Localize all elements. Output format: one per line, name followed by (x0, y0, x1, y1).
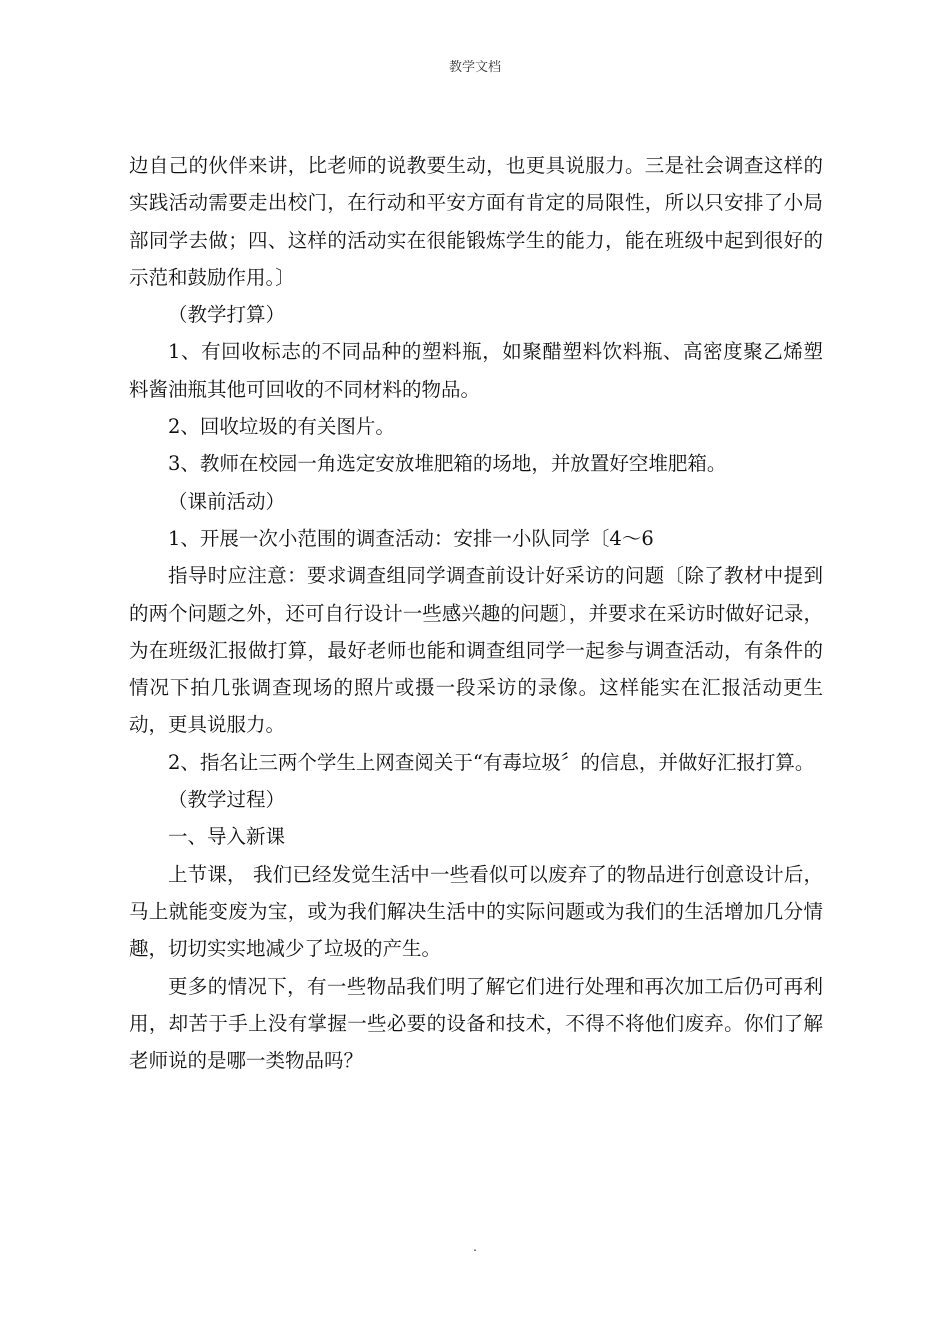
paragraph: 边自己的伙伴来讲，比老师的说教要生动，也更具说服力。三是社会调查这样的实践活动需要走出校门，在行动和平安方面有肯定的局限性，所以只安排了小局部同学去做；四、这样的活动实在很能锻炼学生的能力，能在班级中起到很好的示范和鼓励作用。〕 (129, 154, 823, 289)
paragraph: 更多的情况下，有一些物品我们明了解它们进行处理和再次加工后仍可再利用，却苦于手上没有掌握一些必要的设备和技术，不得不将他们废弃。你们了解老师说的是哪一类物品吗？ (129, 974, 823, 1073)
page-footer-mark: . (473, 1240, 477, 1254)
section-heading: （教学过程） (168, 788, 286, 812)
paragraph: 1、开展一次小范围的调查活动：安排一小队同学〔4～6 (168, 526, 654, 550)
paragraph: 指导时应注意：要求调查组同学调查前设计好采访的问题〔除了教材中提到的两个问题之外，还可自行设计一些感兴趣的问题〕，并要求在采访时做好记录，为在班级汇报做打算，最好老师也能和调查组同学一起参与调查活动，有条件的情况下拍几张调查现场的照片或摄一段采访的录像。这样能实在汇报活动更生动，更具说服力。 (129, 564, 823, 737)
section-heading: （课前活动） (168, 489, 286, 513)
paragraph: 上节课， 我们已经发觉生活中一些看似可以废弃了的物品进行创意设计后，马上就能变废为宝，或为我们解决生活中的实际问题或为我们的生活增加几分情趣，切切实实地减少了垃圾的产生。 (129, 862, 823, 961)
section-subheading: 一、导入新课 (168, 825, 286, 849)
paragraph: 3、教师在校园一角选定安放堆肥箱的场地，并放置好空堆肥箱。 (168, 452, 727, 476)
paragraph: 1、有回收标志的不同品种的塑料瓶，如聚醋塑料饮料瓶、高密度聚乙烯塑料酱油瓶其他可回收的不同材料的物品。 (129, 340, 823, 401)
page-header: 教学文档 (448, 60, 501, 75)
document-body (129, 147, 823, 1079)
paragraph: 2、指名让三两个学生上网查阅关于“有毒垃圾〞的信息，并做好汇报打算。 (168, 750, 815, 774)
section-heading: （教学打算） (168, 303, 286, 327)
paragraph: 2、回收垃圾的有关图片。 (168, 415, 395, 439)
